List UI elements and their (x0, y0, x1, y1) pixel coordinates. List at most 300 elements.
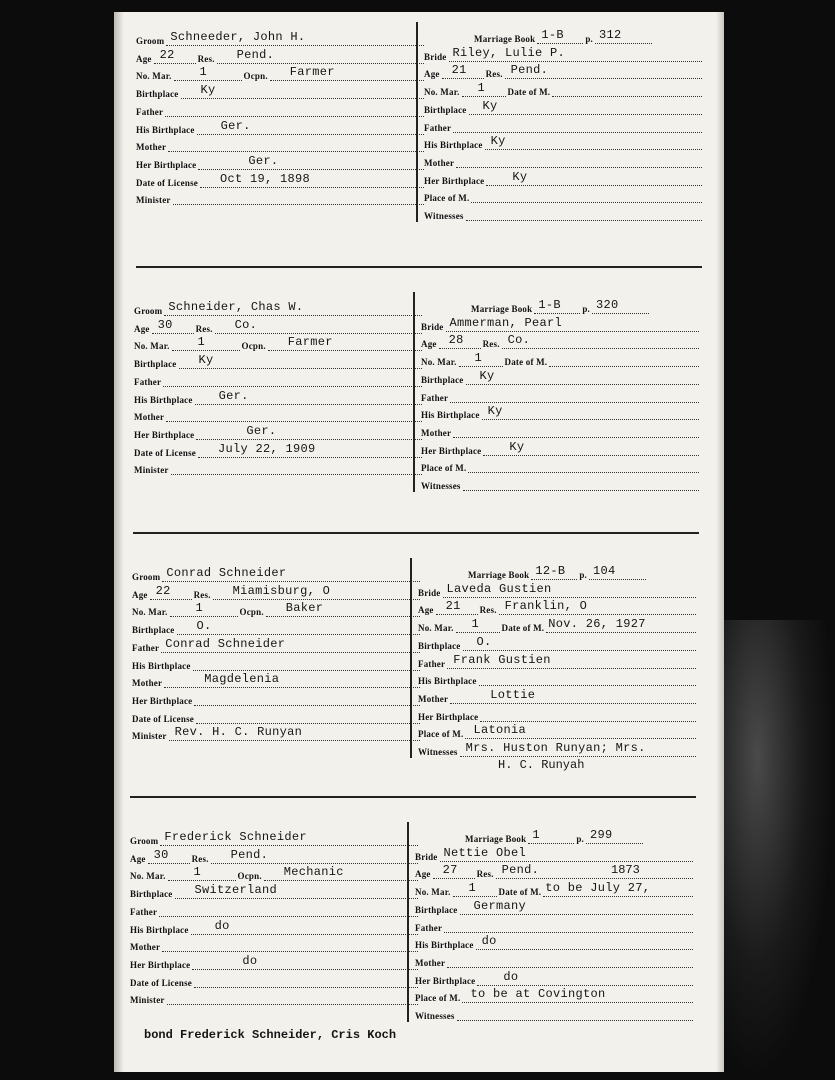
groom-age-line (148, 847, 190, 864)
bride-no-mar-label: No. Mar. (415, 887, 451, 898)
bride-witnesses-line (457, 1008, 693, 1021)
bride-his-birthplace-label: His Birthplace (415, 940, 474, 951)
groom-date-of-license-line (200, 171, 424, 188)
groom-age-value: 22 (155, 583, 171, 598)
groom-birthplace-row (136, 81, 426, 99)
groom-her-birthplace-value: do (242, 953, 258, 968)
bride-mother-row (418, 686, 698, 704)
marriage-book-label: Marriage Book (471, 304, 533, 314)
groom-ocpn-label: Ocpn. (237, 871, 262, 882)
groom-minister-label: Minister (132, 731, 167, 742)
bride-name-row (418, 580, 698, 598)
bride-no-mar-line (453, 881, 497, 897)
record-separator (133, 532, 699, 534)
bride-no-mar-label: No. Mar. (418, 623, 454, 634)
bride-mother-label: Mother (424, 157, 455, 168)
marriage-record (114, 22, 724, 277)
bride-place-of-m-line (462, 987, 693, 1003)
groom-res-value: Miamisburg, O (232, 583, 331, 598)
bride-father-label: Father (421, 392, 449, 403)
bride-place-row (421, 455, 701, 473)
bride-witnesses-label: Witnesses (418, 747, 458, 757)
bride-age-value: 21 (445, 599, 461, 614)
bride-age-row (424, 61, 704, 79)
groom-ocpn-line (268, 335, 422, 351)
scan-shadow (724, 620, 835, 1080)
groom-name-row (134, 298, 424, 316)
groom-date-of-license-line (194, 975, 418, 988)
bride-birthplace-row (421, 367, 701, 385)
groom-date-of-license-line (196, 711, 420, 724)
groom-birthplace-value: Ky (198, 353, 214, 368)
groom-father-line (163, 374, 422, 387)
bride-mother-row (424, 150, 704, 168)
bride-column (410, 558, 698, 772)
groom-res-value: Pend. (236, 47, 275, 62)
bride-witnesses-label: Witnesses (421, 481, 461, 491)
groom-her-birthplace-value: Ger. (246, 423, 277, 438)
bride-mother-label: Mother (421, 427, 452, 438)
groom-nomar-row (132, 599, 422, 617)
groom-ocpn-label: Ocpn. (243, 71, 268, 82)
bride-place-of-m-label: Place of M. (424, 193, 470, 204)
groom-res-value: Co. (234, 317, 258, 332)
bride-name-value: Laveda Gustien (446, 581, 552, 596)
groom-age-row (130, 846, 420, 864)
groom-birthplace-line (181, 83, 425, 99)
groom-birthplace-label: Birthplace (130, 889, 173, 900)
page-line (586, 828, 643, 844)
groom-father-line (159, 904, 418, 917)
bride-res-value: Pend. (510, 63, 549, 78)
bride-father-label: Father (418, 658, 446, 669)
groom-name-row (132, 564, 422, 582)
groom-age-value: 22 (159, 47, 175, 62)
bride-no-mar-line (462, 81, 506, 97)
bride-his-birthplace-line (482, 404, 699, 420)
bride-no-mar-value: 1 (468, 881, 477, 896)
bride-date-of-m-line (552, 84, 702, 97)
bride-her-birthplace-value: Ky (512, 169, 528, 184)
groom-name-label: Groom (136, 36, 165, 46)
marriage-book-label: Marriage Book (465, 834, 527, 844)
bride-res-value: Co. (507, 333, 531, 348)
groom-birthplace-row (132, 617, 422, 635)
bride-father-value: Frank Gustien (453, 652, 551, 667)
groom-his-birthplace-label: His Birthplace (132, 660, 191, 671)
groom-her-birthplace-row (130, 952, 420, 970)
groom-no-mar-line (172, 335, 240, 351)
groom-license-row (130, 970, 420, 988)
groom-ocpn-value: Baker (285, 601, 324, 616)
groom-nomar-row (134, 333, 424, 351)
bride-name-value: Nettie Obel (443, 845, 527, 860)
groom-minister-label: Minister (130, 995, 165, 1006)
groom-father-label: Father (134, 376, 162, 387)
bride-his-birthplace-line (476, 934, 693, 950)
groom-mother-line (164, 672, 420, 688)
groom-father-label: Father (132, 642, 160, 653)
groom-name-label: Groom (130, 836, 159, 846)
bride-witnesses-line (463, 478, 699, 491)
bride-no-mar-line (459, 351, 503, 367)
groom-res-value: Pend. (230, 847, 269, 862)
groom-no-mar-value: 1 (197, 335, 206, 350)
groom-name-row (130, 828, 420, 846)
groom-birthplace-row (134, 351, 424, 369)
marriage-record (114, 558, 724, 813)
groom-no-mar-value: 1 (195, 601, 204, 616)
marriage-book-line (537, 28, 583, 44)
marriage-book-row (474, 26, 654, 44)
bride-res-value: Franklin, O (504, 599, 588, 614)
bride-place-of-m-label: Place of M. (415, 993, 461, 1004)
groom-minister-row (132, 723, 422, 741)
bride-witnesses-label: Witnesses (424, 211, 464, 221)
groom-res-line (211, 847, 418, 864)
bride-witnesses-row (421, 473, 701, 491)
bride-age-row (421, 331, 701, 349)
groom-age-value: 30 (153, 847, 169, 862)
bride-name-label: Bride (421, 321, 444, 332)
groom-his-birthplace-line (193, 658, 420, 671)
bride-his-birthplace-label: His Birthplace (424, 140, 483, 151)
groom-date-of-license-value: July 22, 1909 (217, 441, 316, 456)
bride-birthplace-row (424, 97, 704, 115)
groom-mother-label: Mother (136, 142, 167, 153)
bride-column (413, 292, 701, 492)
groom-birthplace-value: O. (196, 619, 212, 634)
bride-name-label: Bride (424, 51, 447, 62)
bride-his-birthplace-line (479, 673, 696, 686)
groom-name-value: Schneider, Chas W. (168, 300, 304, 314)
groom-mother-row (136, 134, 426, 152)
page-line (592, 298, 649, 314)
bride-her-birthplace-label: Her Birthplace (415, 975, 476, 986)
groom-age-row (134, 316, 424, 334)
bride-birthplace-line (460, 898, 694, 915)
bride-place-row (418, 721, 698, 739)
marriage-book-value: 1 (532, 828, 540, 842)
groom-no-mar-line (170, 601, 238, 617)
page-line (589, 564, 646, 580)
groom-her-birthplace-line (198, 153, 424, 170)
groom-ocpn-value: Farmer (289, 65, 335, 80)
groom-father-label: Father (136, 106, 164, 117)
bride-res-label: Res. (485, 69, 503, 80)
bride-place-of-m-value: Latonia (473, 723, 526, 738)
bride-age-value: 28 (448, 333, 464, 348)
groom-age-label: Age (130, 853, 146, 864)
groom-father-row (132, 635, 422, 653)
bride-age-label: Age (415, 869, 431, 880)
record-separator (136, 266, 702, 268)
bride-mother-line (453, 425, 699, 438)
groom-mother-row (134, 404, 424, 422)
groom-license-row (132, 706, 422, 724)
marriage-record (114, 822, 724, 1067)
bride-mother-line (447, 955, 693, 968)
groom-ocpn-value: Farmer (287, 335, 333, 350)
groom-date-of-license-label: Date of License (132, 713, 194, 724)
groom-birthplace-label: Birthplace (132, 625, 175, 636)
groom-father-row (130, 899, 420, 917)
bride-place-of-m-value: to be at Covington (470, 987, 606, 1002)
bride-father-line (444, 920, 693, 933)
bride-witnesses-value: Mrs. Huston Runyan; Mrs. (465, 741, 646, 755)
bride-witnesses-line (466, 208, 702, 221)
groom-his-birthplace-line (191, 918, 418, 935)
marriage-book-value: 12-B (535, 564, 566, 578)
groom-father-line (161, 636, 420, 653)
groom-name-value: Frederick Schneider (164, 830, 307, 844)
groom-mother-value: Magdelenia (204, 672, 280, 687)
groom-ocpn-line (264, 865, 418, 881)
bride-place-of-m-label: Place of M. (418, 729, 464, 740)
groom-birthplace-line (177, 619, 421, 635)
bride-her-birthplace-value: do (503, 969, 519, 984)
groom-column (136, 22, 426, 222)
groom-age-row (136, 46, 426, 64)
groom-her-birthplace-label: Her Birthplace (132, 695, 193, 706)
groom-father-row (136, 99, 426, 117)
groom-birthplace-label: Birthplace (136, 89, 179, 100)
groom-name-line (166, 30, 424, 46)
groom-her-birthplace-label: Her Birthplace (136, 159, 197, 170)
groom-no-mar-line (174, 65, 242, 81)
groom-name-line (162, 566, 420, 582)
bride-place-of-m-line (465, 723, 696, 739)
bride-her-birthplace-line (483, 439, 699, 456)
bride-birthplace-value: Ky (482, 98, 498, 113)
bride-his-birthplace-label: His Birthplace (421, 410, 480, 421)
groom-name-label: Groom (132, 572, 161, 582)
bride-date-of-m-line (549, 354, 699, 367)
groom-name-value: Conrad Schneider (166, 566, 287, 580)
groom-her-birthplace-line (192, 953, 418, 970)
groom-her-birthplace-label: Her Birthplace (134, 429, 195, 440)
groom-name-line (160, 830, 418, 846)
bond-note: bond Frederick Schneider, Cris Koch (144, 1028, 397, 1042)
bride-age-line (442, 63, 484, 79)
groom-nomar-row (130, 863, 420, 881)
marriage-book-label: Marriage Book (474, 34, 536, 44)
bride-mother-line (456, 155, 702, 168)
groom-father-value: Conrad Schneider (165, 636, 286, 651)
groom-mother-line (166, 409, 422, 422)
bride-age-line (433, 863, 475, 879)
bride-nomar-row (415, 879, 695, 897)
bride-column (407, 822, 695, 1022)
groom-her-birthplace-line (196, 423, 422, 440)
groom-age-value: 30 (157, 317, 173, 332)
groom-minister-row (130, 987, 420, 1005)
bride-birthplace-value: O. (476, 634, 492, 649)
bride-birthplace-value: Germany (473, 898, 527, 913)
groom-column (132, 558, 422, 758)
bride-name-label: Bride (415, 851, 438, 862)
groom-date-of-license-value: Oct 19, 1898 (219, 171, 310, 186)
bride-birthplace-label: Birthplace (424, 104, 467, 115)
page-value: 299 (590, 828, 613, 842)
marriage-book-value: 1-B (541, 28, 564, 42)
groom-minister-label: Minister (136, 195, 171, 206)
bride-place-of-m-line (471, 190, 702, 203)
groom-age-label: Age (132, 589, 148, 600)
bride-her-birthplace-row (424, 168, 704, 186)
groom-birthplace-label: Birthplace (134, 359, 177, 370)
marriage-book-line (534, 298, 580, 314)
bride-father-row (415, 915, 695, 933)
bride-birthplace-label: Birthplace (415, 904, 458, 915)
bride-witnesses-cont: H. C. Runyah (498, 757, 585, 772)
groom-birthplace-value: Ky (200, 83, 216, 98)
bride-date-of-m-value: to be July 27, (545, 881, 651, 896)
bride-age-label: Age (421, 339, 437, 350)
page-value: 312 (599, 28, 622, 42)
groom-no-mar-label: No. Mar. (132, 607, 168, 618)
bride-res-line (502, 333, 699, 349)
marriage-book-line (531, 564, 577, 580)
groom-name-value: Schneeder, John H. (170, 30, 306, 44)
groom-res-label: Res. (197, 53, 215, 64)
bride-birthplace-row (418, 633, 698, 651)
marriage-book-line (528, 828, 574, 844)
groom-mother-row (130, 934, 420, 952)
bride-date-of-m-line (546, 617, 696, 633)
groom-date-of-license-label: Date of License (134, 447, 196, 458)
groom-age-line (150, 583, 192, 600)
groom-father-line (165, 104, 424, 117)
groom-his-birthplace-line (195, 388, 422, 405)
groom-father-label: Father (130, 906, 158, 917)
groom-minister-line (167, 992, 418, 1005)
groom-her-birthplace-row (134, 422, 424, 440)
bride-her-birthplace-row (421, 438, 701, 456)
groom-ocpn-value: Mechanic (283, 865, 344, 880)
bride-name-label: Bride (418, 587, 441, 598)
groom-his-birthplace-row (134, 387, 424, 405)
groom-his-birthplace-row (136, 117, 426, 135)
groom-her-birthplace-line (194, 693, 420, 706)
bride-father-line (453, 120, 702, 133)
groom-name-label: Groom (134, 306, 163, 316)
marriage-book-row (471, 296, 651, 314)
groom-mother-label: Mother (134, 412, 165, 423)
bride-mother-row (421, 420, 701, 438)
bride-column (416, 22, 704, 222)
bride-mother-label: Mother (415, 957, 446, 968)
groom-her-birthplace-label: Her Birthplace (130, 959, 191, 970)
bride-his-birthplace-row (424, 132, 704, 150)
bride-her-birthplace-row (415, 968, 695, 986)
groom-mother-line (162, 939, 418, 952)
bride-place-row (415, 985, 695, 1003)
groom-minister-label: Minister (134, 465, 169, 476)
groom-nomar-row (136, 63, 426, 81)
bride-date-of-m-label: Date of M. (498, 887, 542, 898)
groom-license-row (134, 440, 424, 458)
groom-name-line (164, 300, 422, 316)
bride-age-row (418, 597, 698, 615)
groom-his-birthplace-label: His Birthplace (130, 924, 189, 935)
groom-minister-line (173, 192, 424, 205)
groom-minister-line (171, 462, 422, 475)
bride-nomar-row (424, 79, 704, 97)
bride-date-of-m-line (543, 881, 693, 897)
groom-age-line (152, 317, 194, 334)
bride-name-line (446, 315, 700, 332)
groom-minister-line (169, 725, 420, 741)
groom-birthplace-value: Switzerland (194, 883, 278, 898)
bride-her-birthplace-label: Her Birthplace (418, 711, 479, 722)
bride-name-row (421, 314, 701, 332)
groom-no-mar-line (168, 865, 236, 881)
groom-ocpn-line (266, 601, 420, 617)
bride-birthplace-label: Birthplace (421, 374, 464, 385)
marriage-book-label: Marriage Book (468, 570, 530, 580)
groom-no-mar-label: No. Mar. (136, 71, 172, 82)
groom-age-row (132, 582, 422, 600)
page-label: p. (579, 570, 587, 580)
page-line (595, 28, 652, 44)
bride-res-label: Res. (476, 869, 494, 880)
groom-mother-label: Mother (130, 942, 161, 953)
bride-age-line (439, 333, 481, 349)
bride-res-label: Res. (482, 339, 500, 350)
bride-birthplace-line (469, 98, 703, 115)
groom-his-birthplace-row (132, 653, 422, 671)
bride-witnesses-row (424, 203, 704, 221)
groom-his-birthplace-value: do (214, 918, 230, 933)
groom-no-mar-value: 1 (193, 865, 202, 880)
bride-no-mar-label: No. Mar. (424, 87, 460, 98)
groom-mother-line (168, 139, 424, 152)
marriage-record (114, 292, 724, 547)
groom-res-label: Res. (191, 853, 209, 864)
bride-birthplace-line (466, 368, 700, 385)
bride-mother-line (450, 687, 696, 704)
bride-res-value: Pend. (501, 863, 540, 878)
bride-date-of-m-label: Date of M. (501, 623, 545, 634)
groom-column (130, 822, 420, 1022)
marriage-book-value: 1-B (538, 298, 561, 312)
bride-name-value: Ammerman, Pearl (449, 315, 563, 330)
bride-her-birthplace-value: Ky (509, 439, 525, 454)
bride-father-row (424, 115, 704, 133)
bride-age-label: Age (418, 605, 434, 616)
bride-her-birthplace-line (486, 169, 702, 186)
page-label: p. (576, 834, 584, 844)
bride-birthplace-value: Ky (479, 368, 495, 383)
bride-his-birthplace-label: His Birthplace (418, 676, 477, 687)
groom-mother-row (132, 670, 422, 688)
groom-res-label: Res. (193, 589, 211, 600)
bride-her-birthplace-label: Her Birthplace (424, 175, 485, 186)
bride-witnesses-label: Witnesses (415, 1011, 455, 1021)
groom-her-birthplace-row (132, 688, 422, 706)
bride-father-row (418, 651, 698, 669)
bride-res-line (505, 63, 702, 79)
bride-father-label: Father (415, 922, 443, 933)
marriage-book-row (468, 562, 648, 580)
bride-her-birthplace-line (477, 969, 693, 986)
groom-his-birthplace-row (130, 917, 420, 935)
bride-date-of-m-label: Date of M. (507, 87, 551, 98)
bride-his-birthplace-row (421, 402, 701, 420)
bride-place-of-m-line (468, 460, 699, 473)
bride-res-line (496, 863, 693, 879)
